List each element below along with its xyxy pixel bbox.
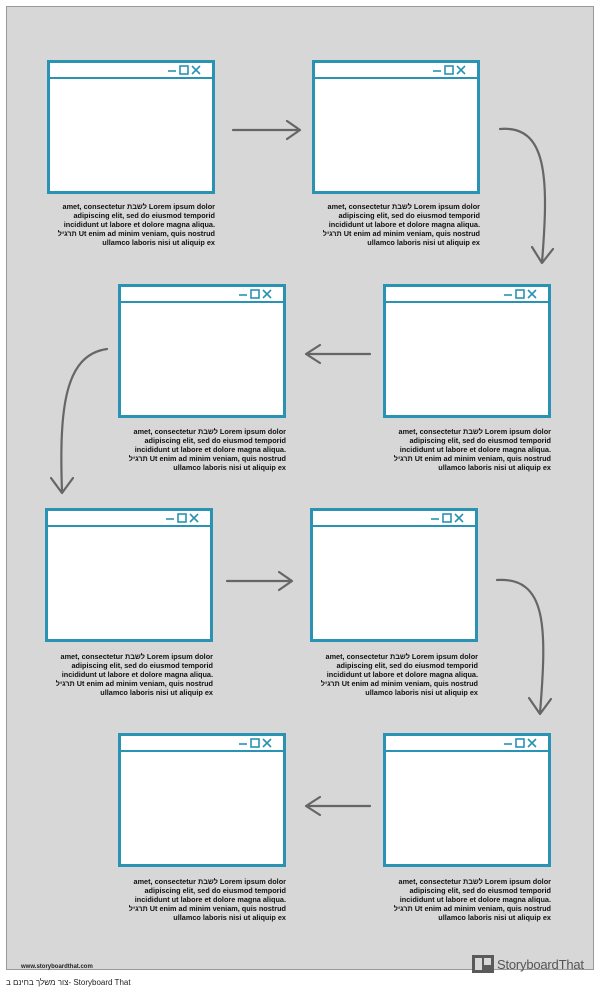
maximize-icon: [445, 66, 453, 74]
close-icon: [528, 290, 536, 298]
panel-3-window[interactable]: [118, 284, 286, 418]
logo-text: StoryboardThat: [497, 956, 584, 972]
window-titlebar: [386, 736, 548, 752]
close-icon: [263, 290, 271, 298]
credit-link[interactable]: צור משלך בחינם ב- Storyboard That: [6, 978, 131, 987]
panel-8-caption: amet, consectetur לשבת Lorem ipsum dolor adipiscing elit, sed do eiusmod temporid incididunt ut labore et dolore magna aliqua. תרגיל Ut enim ad minim veniam, quis nostrud ullamco laboris nisi ut aliquip ex: [393, 877, 551, 922]
arrow-curve-down-1: [500, 129, 553, 263]
window-controls: [431, 64, 471, 76]
maximize-icon: [251, 739, 259, 747]
storyboard-canvas: [6, 6, 594, 970]
panel-5-window[interactable]: [45, 508, 213, 642]
arrow-curve-down-2: [51, 349, 107, 493]
arrow-curve-down-3: [497, 580, 551, 714]
window-titlebar: [386, 287, 548, 303]
panel-2-window[interactable]: [312, 60, 480, 194]
window-controls: [237, 288, 277, 300]
maximize-icon: [443, 514, 451, 522]
window-controls: [429, 512, 469, 524]
window-titlebar: [313, 511, 475, 527]
close-icon: [457, 66, 465, 74]
window-controls: [502, 737, 542, 749]
maximize-icon: [251, 290, 259, 298]
panel-1-window[interactable]: [47, 60, 215, 194]
close-icon: [192, 66, 200, 74]
storyboardthat-logo[interactable]: [472, 953, 584, 975]
arrow-left-2: [306, 797, 370, 815]
panel-7-window[interactable]: [118, 733, 286, 867]
close-icon: [263, 739, 271, 747]
panel-4-caption: amet, consectetur לשבת Lorem ipsum dolor adipiscing elit, sed do eiusmod temporid incididunt ut labore et dolore magna aliqua. תרגיל Ut enim ad minim veniam, quis nostrud ullamco laboris nisi ut aliquip ex: [393, 427, 551, 472]
panel-4-window[interactable]: [383, 284, 551, 418]
panel-7-caption: amet, consectetur לשבת Lorem ipsum dolor adipiscing elit, sed do eiusmod temporid incididunt ut labore et dolore magna aliqua. תרגיל Ut enim ad minim veniam, quis nostrud ullamco laboris nisi ut aliquip ex: [128, 877, 286, 922]
footer-url[interactable]: www.storyboardthat.com: [21, 964, 93, 970]
maximize-icon: [516, 739, 524, 747]
arrow-right-2: [227, 572, 292, 590]
window-controls: [237, 737, 277, 749]
panel-1-caption: amet, consectetur לשבת Lorem ipsum dolor adipiscing elit, sed do eiusmod temporid incididunt ut labore et dolore magna aliqua. תרגיל Ut enim ad minim veniam, quis nostrud ullamco laboris nisi ut aliquip ex: [57, 202, 215, 247]
window-titlebar: [48, 511, 210, 527]
panel-6-window[interactable]: [310, 508, 478, 642]
arrow-right-1: [233, 121, 300, 139]
close-icon: [190, 514, 198, 522]
window-controls: [502, 288, 542, 300]
panel-2-caption: amet, consectetur לשבת Lorem ipsum dolor adipiscing elit, sed do eiusmod temporid incididunt ut labore et dolore magna aliqua. תרגיל Ut enim ad minim veniam, quis nostrud ullamco laboris nisi ut aliquip ex: [322, 202, 480, 247]
maximize-icon: [178, 514, 186, 522]
window-titlebar: [121, 287, 283, 303]
window-controls: [166, 64, 206, 76]
panel-5-caption: amet, consectetur לשבת Lorem ipsum dolor adipiscing elit, sed do eiusmod temporid incididunt ut labore et dolore magna aliqua. תרגיל Ut enim ad minim veniam, quis nostrud ullamco laboris nisi ut aliquip ex: [55, 652, 213, 697]
arrow-left-1: [306, 345, 370, 363]
window-controls: [164, 512, 204, 524]
window-titlebar: [315, 63, 477, 79]
window-titlebar: [50, 63, 212, 79]
storyboardthat-logo-icon: [472, 955, 494, 973]
maximize-icon: [180, 66, 188, 74]
panel-6-caption: amet, consectetur לשבת Lorem ipsum dolor adipiscing elit, sed do eiusmod temporid incididunt ut labore et dolore magna aliqua. תרגיל Ut enim ad minim veniam, quis nostrud ullamco laboris nisi ut aliquip ex: [320, 652, 478, 697]
panel-3-caption: amet, consectetur לשבת Lorem ipsum dolor adipiscing elit, sed do eiusmod temporid incididunt ut labore et dolore magna aliqua. תרגיל Ut enim ad minim veniam, quis nostrud ullamco laboris nisi ut aliquip ex: [128, 427, 286, 472]
panel-8-window[interactable]: [383, 733, 551, 867]
close-icon: [528, 739, 536, 747]
window-titlebar: [121, 736, 283, 752]
close-icon: [455, 514, 463, 522]
maximize-icon: [516, 290, 524, 298]
